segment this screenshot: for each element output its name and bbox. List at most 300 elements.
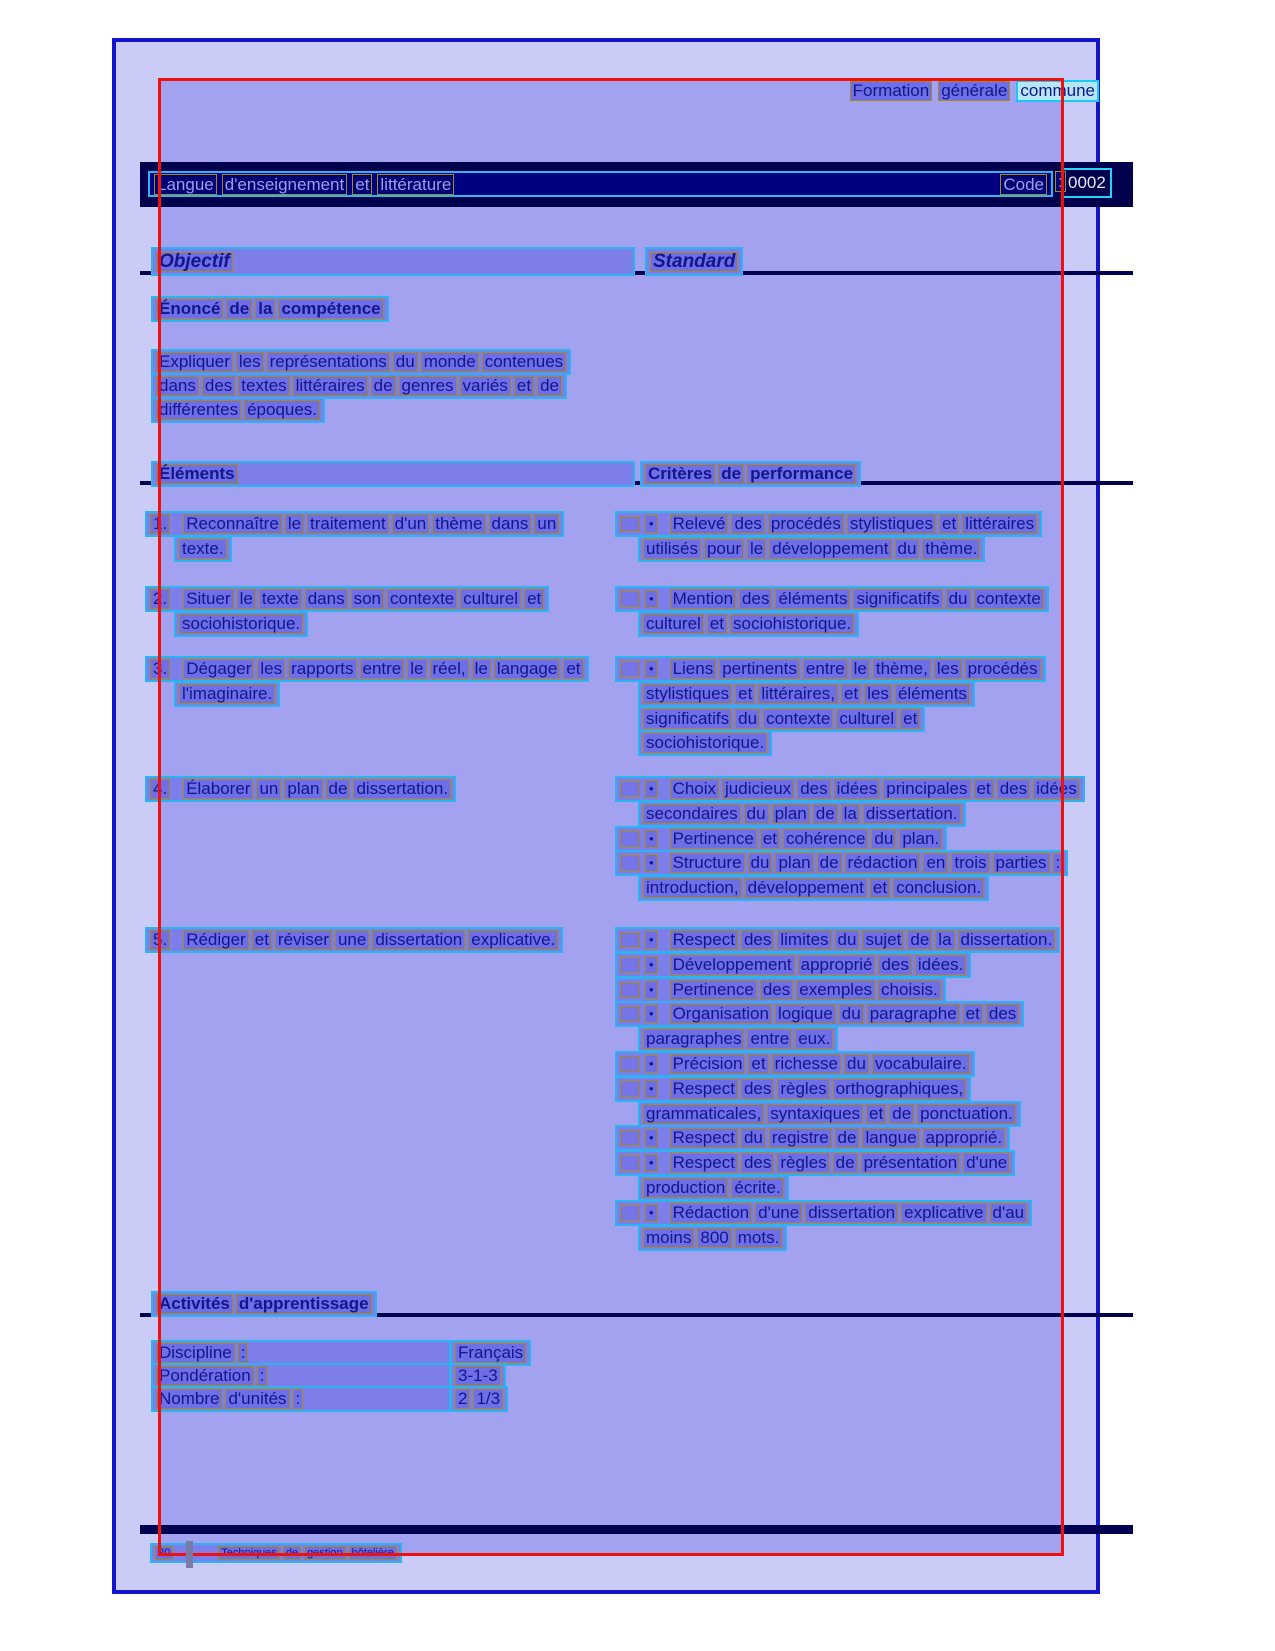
word-box: les — [934, 659, 962, 679]
word-box: utilisés — [643, 539, 701, 559]
word-box: thème — [432, 514, 485, 534]
word-box: littéraires — [293, 376, 368, 396]
word-box: Relevé — [670, 514, 729, 534]
word-box: de — [833, 1153, 858, 1173]
bullet-icon: • — [645, 1055, 658, 1073]
word-box: des — [797, 779, 830, 799]
word-box: et — [748, 1054, 768, 1074]
criteres-header — [640, 461, 861, 487]
critere-line — [638, 730, 772, 756]
word-box: plan — [775, 853, 813, 873]
word-box: le — [472, 659, 491, 679]
word-box: des — [741, 930, 774, 950]
word-box: idées. — [915, 955, 966, 975]
word-box: contexte — [763, 709, 833, 729]
word-box: idées — [1033, 779, 1080, 799]
word-box: Respect — [670, 930, 738, 950]
word-box: introduction, — [643, 878, 742, 898]
word-box: rédaction — [845, 853, 921, 873]
word-box: Rédiger — [183, 930, 249, 950]
word-box: de — [283, 1546, 301, 1560]
title-bar — [140, 162, 1133, 207]
word-box: performance — [747, 464, 856, 484]
word-box: Choix — [670, 779, 719, 799]
word-box: d'une — [755, 1203, 802, 1223]
item-number: 1. — [150, 514, 170, 534]
word-box: Discipline — [156, 1343, 235, 1363]
line-lead-segment — [620, 1081, 640, 1097]
bullet-icon: • — [645, 1204, 658, 1222]
word-box: de — [889, 1104, 914, 1124]
word-box: règles — [777, 1153, 829, 1173]
word-box: Développement — [670, 955, 795, 975]
element-line — [145, 586, 549, 612]
bullet-icon: • — [645, 830, 658, 848]
word-box: réviser — [275, 930, 332, 950]
word-box: de — [326, 779, 351, 799]
critere-line — [615, 826, 947, 852]
word-box: 1/3 — [473, 1389, 503, 1409]
word-box: procédés — [965, 659, 1041, 679]
word-box: Précision — [670, 1054, 746, 1074]
word-box: contexte — [387, 589, 457, 609]
word-box: et — [939, 514, 959, 534]
word-box: des — [878, 955, 911, 975]
enonce-header — [151, 296, 389, 322]
word-box: du — [839, 1004, 864, 1024]
word-box: stylistiques — [643, 684, 732, 704]
info-label-line — [151, 1386, 451, 1412]
objectif-header — [151, 247, 635, 276]
code-value: 0002 — [1068, 173, 1106, 192]
word-box: la — [255, 299, 275, 319]
word-box: des — [997, 779, 1030, 799]
critere-line — [638, 681, 975, 707]
bullet-icon: • — [645, 1005, 658, 1023]
word-box: plan. — [899, 829, 942, 849]
word-box: règles — [777, 1079, 829, 1099]
line-lead-segment — [620, 1205, 640, 1221]
word-box: explicative — [901, 1203, 986, 1223]
word-box: orthographiques, — [833, 1079, 967, 1099]
word-box: dans — [305, 589, 348, 609]
enonce-line — [151, 397, 325, 423]
word-box: parties — [993, 853, 1050, 873]
critere-line — [615, 1001, 1024, 1027]
word-box: dissertation — [372, 930, 465, 950]
word-box: une — [335, 930, 369, 950]
word-box: des — [760, 980, 793, 1000]
word-box: et — [563, 659, 583, 679]
word-box: d'enseignement — [222, 174, 348, 195]
critere-line — [615, 656, 1046, 682]
word-box: dissertation. — [958, 930, 1056, 950]
word-box: et — [963, 1004, 983, 1024]
bullet-icon: • — [645, 956, 658, 974]
word-box: production — [643, 1178, 728, 1198]
word-box: plan — [284, 779, 322, 799]
item-number: 3. — [150, 659, 170, 679]
line-lead-segment — [620, 516, 640, 532]
word-box: littéraires — [962, 514, 1037, 534]
info-separator: : — [238, 1343, 249, 1363]
word-box: Élaborer — [183, 779, 253, 799]
item-number: 2. — [150, 589, 170, 609]
word-box: la — [841, 804, 860, 824]
word-box: texte. — [179, 539, 227, 559]
word-box: Dégager — [183, 659, 254, 679]
critere-line — [615, 952, 971, 978]
footer-rule — [140, 1525, 1133, 1534]
word-box: syntaxiques — [767, 1104, 863, 1124]
word-box: le — [285, 514, 304, 534]
word-box: contexte — [974, 589, 1044, 609]
word-box: et — [870, 878, 890, 898]
element-line — [174, 611, 308, 637]
word-box: de — [817, 853, 842, 873]
word-box: Pertinence — [670, 829, 757, 849]
word-box: limites — [777, 930, 831, 950]
word-box: Liens — [670, 659, 717, 679]
word-box: générale — [938, 81, 1010, 101]
word-box: richesse — [772, 1054, 841, 1074]
word-box: grammaticales, — [643, 1104, 764, 1124]
word-box: le — [407, 659, 426, 679]
code-value-box — [1062, 168, 1112, 198]
critere-line — [638, 706, 925, 732]
word-box: dans — [156, 376, 199, 396]
info-separator: : — [257, 1366, 268, 1386]
word-box: logique — [775, 1004, 836, 1024]
word-box: les — [257, 659, 285, 679]
word-box: et — [524, 589, 544, 609]
word-box: Pondération — [156, 1366, 254, 1386]
element-line — [174, 681, 280, 707]
word-box: Respect — [670, 1128, 738, 1148]
word-box: et — [974, 779, 994, 799]
word-box: Reconnaître — [183, 514, 282, 534]
word-box: monde — [421, 352, 479, 372]
word-box: dissertation — [805, 1203, 898, 1223]
word-box: le — [851, 659, 870, 679]
critere-line — [615, 1150, 1015, 1176]
word-box: d'apprentissage — [236, 1294, 372, 1314]
word-box: 3-1-3 — [455, 1366, 501, 1386]
word-box: et — [735, 684, 755, 704]
footer-separator-bar — [186, 1541, 193, 1568]
info-separator: : — [293, 1389, 304, 1409]
word-box: entre — [747, 1029, 792, 1049]
critere-line — [638, 1175, 789, 1201]
word-box: thème, — [873, 659, 931, 679]
bullet-icon: • — [645, 590, 658, 608]
word-box: Français — [455, 1343, 526, 1363]
word-box: et — [514, 376, 534, 396]
page-number: 20 — [155, 1546, 173, 1560]
word-box: paragraphe — [867, 1004, 960, 1024]
word-box: du — [871, 829, 896, 849]
word-box: Organisation — [670, 1004, 772, 1024]
word-box: de — [813, 804, 838, 824]
critere-line — [638, 611, 859, 637]
critere-line — [638, 801, 966, 827]
element-line — [145, 927, 563, 953]
word-box: des — [739, 589, 772, 609]
word-box: de — [907, 930, 932, 950]
word-box: un — [256, 779, 281, 799]
bullet-icon: • — [645, 854, 658, 872]
word-box: du — [835, 930, 860, 950]
line-lead-segment — [620, 1056, 640, 1072]
word-box: du — [735, 709, 760, 729]
word-box: et — [841, 684, 861, 704]
word-box: d'un — [392, 514, 430, 534]
word-box: du — [946, 589, 971, 609]
word-box: et — [866, 1104, 886, 1124]
word-box: éléments — [775, 589, 850, 609]
word-box: Nombre — [156, 1389, 222, 1409]
word-box: Rédaction — [670, 1203, 753, 1223]
word-box: plan — [772, 804, 810, 824]
word-box: dissertation. — [353, 779, 451, 799]
word-box: d'au — [990, 1203, 1028, 1223]
critere-line — [615, 511, 1042, 537]
word-box: réel, — [430, 659, 469, 679]
item-number: 5. — [150, 930, 170, 950]
info-value-line — [450, 1386, 508, 1412]
line-lead-segment — [620, 957, 640, 973]
critere-line — [638, 1225, 787, 1251]
line-lead-segment — [620, 932, 640, 948]
word-box: dans — [489, 514, 532, 534]
bullet-icon: • — [645, 1154, 658, 1172]
word-box: les — [236, 352, 264, 372]
word-box: stylistiques — [847, 514, 936, 534]
word-box: traitement — [307, 514, 389, 534]
word-box: de — [371, 376, 396, 396]
word-box: secondaires — [643, 804, 741, 824]
enonce-line — [151, 349, 571, 375]
standard-header — [645, 247, 743, 276]
line-lead-segment — [620, 591, 640, 607]
bullet-icon: • — [645, 515, 658, 533]
word-box: cohérence — [783, 829, 868, 849]
word-box: gestion — [304, 1546, 345, 1560]
word-box: trois — [951, 853, 989, 873]
critere-line — [615, 776, 1085, 802]
word-box: Mention — [670, 589, 736, 609]
word-box: commune — [1016, 80, 1099, 102]
code-label: Code — [1000, 174, 1047, 195]
word-box: approprié — [798, 955, 876, 975]
bullet-icon: • — [645, 780, 658, 798]
word-box: Expliquer — [156, 352, 233, 372]
word-box: du — [393, 352, 418, 372]
element-line — [174, 536, 232, 562]
word-box: mots. — [735, 1228, 783, 1248]
word-box: compétence — [278, 299, 383, 319]
word-box: développement — [745, 878, 867, 898]
word-box: les — [864, 684, 892, 704]
word-box: et — [352, 174, 372, 195]
word-box: 800 — [697, 1228, 731, 1248]
word-box: développement — [769, 539, 891, 559]
line-lead-segment — [620, 781, 640, 797]
word-box: l'imaginaire. — [179, 684, 275, 704]
word-box: le — [237, 589, 256, 609]
word-box: idées — [834, 779, 881, 799]
word-box: en — [923, 853, 948, 873]
word-box: sociohistorique. — [643, 733, 767, 753]
word-box: langue — [862, 1128, 919, 1148]
word-box: d'unités — [225, 1389, 289, 1409]
critere-line — [615, 1051, 975, 1077]
line-lead-segment — [620, 1155, 640, 1171]
word-box: son — [351, 589, 384, 609]
word-box: d'une — [963, 1153, 1010, 1173]
word-box: dissertation. — [863, 804, 961, 824]
word-box: eux. — [795, 1029, 833, 1049]
word-box: choisis. — [878, 980, 941, 1000]
word-box: genres — [399, 376, 457, 396]
word-box: et — [707, 614, 727, 634]
word-box: différentes — [156, 400, 241, 420]
word-box: sociohistorique. — [730, 614, 854, 634]
word-box: pour — [704, 539, 744, 559]
line-lead-segment — [620, 661, 640, 677]
word-box: de — [835, 1128, 860, 1148]
word-box: Techniques — [218, 1546, 280, 1560]
word-box: littérature — [377, 174, 454, 195]
word-box: du — [748, 853, 773, 873]
word-box: et — [900, 709, 920, 729]
word-box: conclusion. — [893, 878, 984, 898]
word-box: Structure — [670, 853, 745, 873]
word-box: vocabulaire. — [872, 1054, 970, 1074]
word-box: explicative. — [468, 930, 558, 950]
word-box: exemples — [796, 980, 875, 1000]
word-box: de — [718, 464, 744, 484]
word-box: Standard — [650, 252, 738, 272]
word-box: procédés — [768, 514, 844, 534]
item-number: 4. — [150, 779, 170, 799]
word-box: registre — [769, 1128, 832, 1148]
word-box: et — [252, 930, 272, 950]
word-box: époques. — [244, 400, 320, 420]
code-separator: : — [1055, 171, 1066, 192]
word-box: 2 — [455, 1389, 470, 1409]
word-box: du — [744, 804, 769, 824]
word-box: Éléments — [156, 464, 238, 484]
word-box: Critères — [645, 464, 715, 484]
word-box: Respect — [670, 1079, 738, 1099]
word-box: Énoncé — [156, 299, 223, 319]
word-box: écrite. — [731, 1178, 783, 1198]
word-box: rapports — [288, 659, 356, 679]
critere-line — [615, 977, 946, 1003]
word-box: et — [760, 829, 780, 849]
word-box: du — [844, 1054, 869, 1074]
word-box: ponctuation. — [917, 1104, 1016, 1124]
critere-line — [615, 927, 1060, 953]
word-box: de — [537, 376, 562, 396]
word-box: culturel — [460, 589, 521, 609]
word-box: langage — [494, 659, 561, 679]
word-box: culturel — [643, 614, 704, 634]
word-box: variés — [460, 376, 511, 396]
word-box: significatifs — [643, 709, 732, 729]
bullet-icon: • — [645, 1080, 658, 1098]
element-line — [145, 511, 564, 537]
word-box: entre — [360, 659, 405, 679]
word-box: entre — [803, 659, 848, 679]
bullet-icon: • — [645, 660, 658, 678]
word-box: moins — [643, 1228, 694, 1248]
word-box: hôtelière — [349, 1546, 397, 1560]
line-lead-segment — [620, 982, 640, 998]
word-box: des — [986, 1004, 1019, 1024]
word-box: la — [935, 930, 954, 950]
critere-line — [615, 586, 1049, 612]
word-box: représentations — [267, 352, 390, 372]
line-lead-segment — [620, 1006, 640, 1022]
word-box: significatifs — [853, 589, 942, 609]
word-box: pertinents — [719, 659, 800, 679]
critere-line — [615, 850, 1068, 876]
element-line — [145, 776, 456, 802]
critere-line — [638, 1026, 838, 1052]
word-box: sociohistorique. — [179, 614, 303, 634]
word-box: Situer — [183, 589, 233, 609]
word-box: thème. — [922, 539, 980, 559]
word-box: des — [741, 1079, 774, 1099]
critere-line — [638, 536, 985, 562]
critere-line — [615, 1200, 1032, 1226]
word-box: des — [202, 376, 235, 396]
word-box: paragraphes — [643, 1029, 744, 1049]
word-box: un — [534, 514, 559, 534]
critere-line — [638, 875, 989, 901]
critere-line — [615, 1076, 971, 1102]
word-box: approprié. — [923, 1128, 1006, 1148]
word-box: éléments — [895, 684, 970, 704]
word-box: culturel — [836, 709, 897, 729]
word-box: des — [731, 514, 764, 534]
line-lead-segment — [620, 1130, 640, 1146]
activites-header — [151, 1291, 377, 1317]
word-box: Respect — [670, 1153, 738, 1173]
word-box: littéraires, — [758, 684, 838, 704]
word-box: Objectif — [156, 252, 233, 272]
elements-header — [151, 461, 635, 487]
word-box: du — [741, 1128, 766, 1148]
line-lead-segment — [620, 831, 640, 847]
word-box: le — [747, 539, 766, 559]
bullet-icon: • — [645, 1129, 658, 1147]
word-box: de — [226, 299, 252, 319]
line-lead-segment — [620, 855, 640, 871]
enonce-line — [151, 373, 567, 399]
bullet-icon: • — [645, 981, 658, 999]
watermark-line — [847, 80, 1102, 102]
word-box: sujet — [862, 930, 904, 950]
bullet-icon: • — [645, 931, 658, 949]
word-box: judicieux — [722, 779, 794, 799]
element-line — [145, 656, 589, 682]
word-box: Activités — [156, 1294, 233, 1314]
word-box: des — [741, 1153, 774, 1173]
word-box: présentation — [861, 1153, 961, 1173]
